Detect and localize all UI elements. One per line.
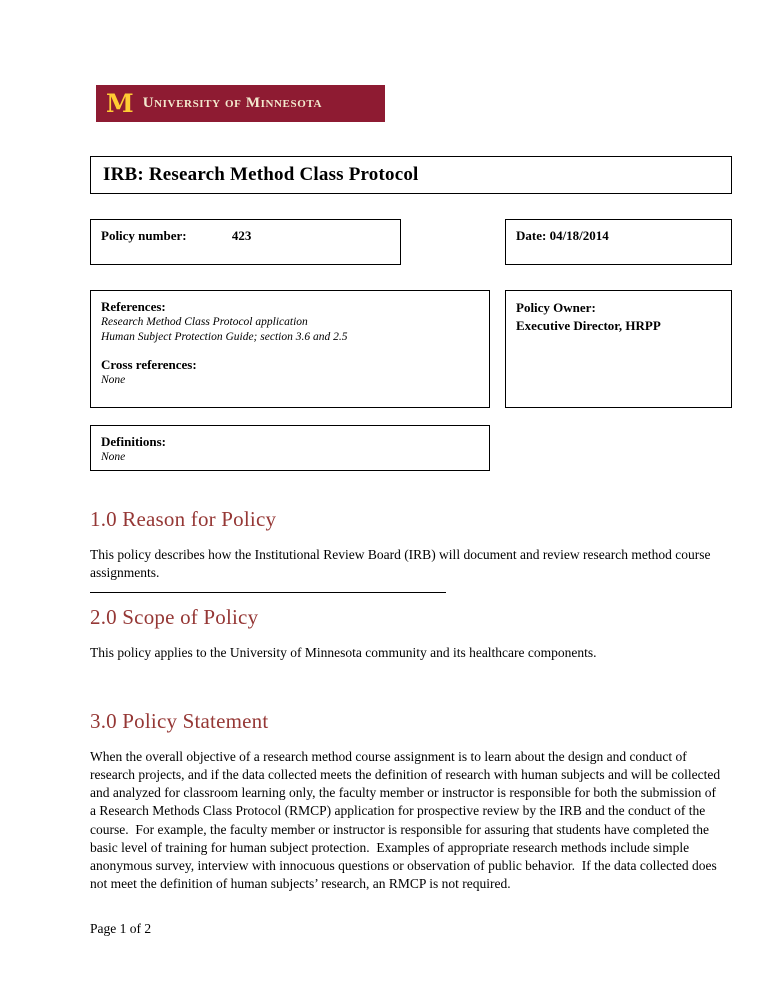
- references-box: [90, 290, 490, 408]
- policy-number-value: 423: [231, 228, 252, 243]
- cross-references-value: None: [101, 373, 126, 386]
- policy-number-box: [90, 219, 401, 265]
- section-heading-scope-of-policy: 2.0 Scope of Policy: [90, 605, 259, 630]
- date-label: Date: 04/18/2014: [516, 228, 609, 243]
- policy-owner-value: Executive Director, HRPP: [516, 317, 661, 333]
- document-title-box: [90, 156, 732, 194]
- meta-row: [90, 219, 732, 265]
- policy-number-label: Policy number:: [101, 228, 187, 243]
- page-number: Page 1 of 2: [90, 921, 152, 937]
- university-name: University of Minnesota: [142, 95, 323, 111]
- policy-owner-label: Policy Owner:: [516, 300, 596, 315]
- university-logo-banner: [96, 85, 385, 122]
- references-label: References:: [101, 299, 166, 314]
- definitions-value: None: [101, 451, 126, 463]
- section-heading-reason-for-policy: 1.0 Reason for Policy: [90, 507, 277, 531]
- date-box: [505, 219, 732, 265]
- reference-item: Human Subject Protection Guide; section 3.6 and 2.5: [101, 330, 348, 343]
- divider-line: [90, 592, 446, 593]
- references-row: [90, 290, 732, 408]
- section-body-policy-statement: When the overall objective of a research method course assignment is to learn about the design and conduct of research projects, and if the data collected meets the definition of research with human subjects and will be collected and analyzed for classroom learning only, the faculty member or instructor is responsible for both the submission of a Research Methods Class Protocol (RMCP) application for prospective review by the IRB and the conduct of the course. For example, the faculty member or instructor is responsible for assuring that students have completed the basic level of training for human subject protection. Examples of appropriate research methods include simple anonymous survey, interview with innocuous questions or observation of public behavior. If the data collected does not meet the definition of human subjects’ research, an RMCP is not required.: [90, 748, 724, 892]
- section-body-reason-for-policy: This policy describes how the Institutional Review Board (IRB) will document and review research method course assignments.: [90, 547, 714, 581]
- section-body-scope-of-policy: This policy applies to the University of Minnesota community and its healthcare components.: [90, 645, 597, 661]
- reference-item: Research Method Class Protocol application: [101, 316, 308, 328]
- definitions-label: Definitions:: [101, 434, 166, 449]
- definitions-box: [90, 425, 490, 471]
- document-title: IRB: Research Method Class Protocol: [103, 164, 419, 185]
- university-m-logo-icon: M: [106, 89, 134, 118]
- cross-references-label: Cross references:: [101, 356, 197, 372]
- policy-owner-box: [505, 290, 732, 408]
- section-heading-policy-statement: 3.0 Policy Statement: [90, 708, 269, 733]
